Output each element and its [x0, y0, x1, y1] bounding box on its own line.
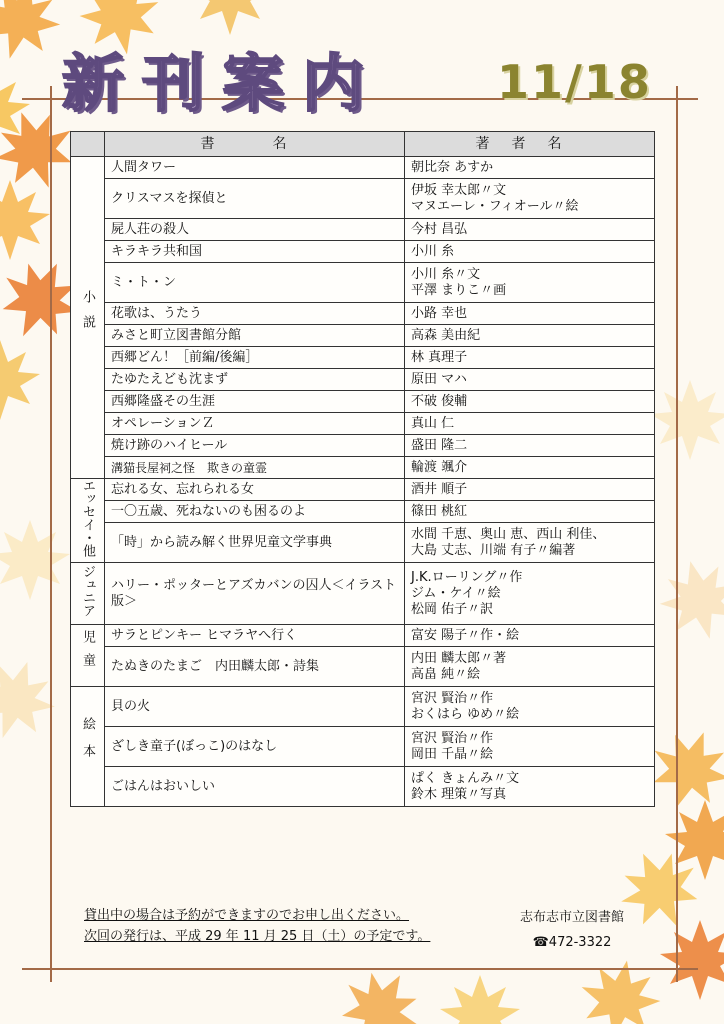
table-row: [71, 563, 655, 625]
book-author: 宮沢 賢治〃作 おくはら ゆめ〃絵: [405, 687, 655, 727]
book-title: 一〇五歳、死ねないのも困るのよ: [105, 501, 405, 523]
table-row: [71, 391, 655, 413]
book-title: たぬきのたまご 内田麟太郎・詩集: [105, 647, 405, 687]
table-row: [71, 413, 655, 435]
reservation-notice: 貸出中の場合は予約ができますのでお申し出ください。: [84, 908, 410, 923]
library-info: [520, 905, 624, 955]
table-row: [71, 303, 655, 325]
table-row: [71, 369, 655, 391]
new-books-table: [70, 131, 655, 807]
header-author: 著者名: [405, 132, 655, 157]
book-author: 小路 幸也: [405, 303, 655, 325]
book-author: 宮沢 賢治〃作 岡田 千晶〃絵: [405, 727, 655, 767]
table-row: [71, 241, 655, 263]
header-book-title: 書 名: [105, 132, 405, 157]
table-row: [71, 325, 655, 347]
table-row: [71, 219, 655, 241]
category-picture-book: 絵本: [71, 687, 105, 807]
book-author: 内田 麟太郎〃著 高畠 純〃絵: [405, 647, 655, 687]
book-title: ごはんはおいしい: [105, 767, 405, 807]
book-author: 酒井 順子: [405, 479, 655, 501]
category-essay: エッセイ・他: [71, 479, 105, 563]
table-row: [71, 157, 655, 179]
book-author: 今村 昌弘: [405, 219, 655, 241]
table-row: [71, 263, 655, 303]
book-title: 人間タワー: [105, 157, 405, 179]
book-author: 水間 千恵、奥山 恵、西山 利佳、 大島 丈志、川端 有子〃編著: [405, 523, 655, 563]
book-title: みさと町立図書館分館: [105, 325, 405, 347]
table-row: [71, 501, 655, 523]
category-novel: 小説: [71, 157, 105, 479]
book-title: キラキラ共和国: [105, 241, 405, 263]
book-author: 林 真理子: [405, 347, 655, 369]
table-row: [71, 457, 655, 479]
book-title: たゆたえども沈まず: [105, 369, 405, 391]
table-row: [71, 625, 655, 647]
table-row: [71, 647, 655, 687]
library-phone: ☎472-3322: [532, 935, 612, 950]
frame-bottom-line: [22, 968, 698, 970]
book-title: 忘れる女、忘れられる女: [105, 479, 405, 501]
book-author: 富安 陽子〃作・絵: [405, 625, 655, 647]
book-title: ミ・ト・ン: [105, 263, 405, 303]
book-author: 篠田 桃紅: [405, 501, 655, 523]
book-author: 朝比奈 あすか: [405, 157, 655, 179]
book-title: ざしき童子(ぼっこ)のはなし: [105, 727, 405, 767]
book-author: 小川 糸〃文 平澤 まりこ〃画: [405, 263, 655, 303]
frame-left-line: [50, 86, 52, 982]
category-children: 児童: [71, 625, 105, 687]
book-author: 盛田 隆二: [405, 435, 655, 457]
book-title: オペレーションＺ: [105, 413, 405, 435]
next-issue-notice: 次回の発行は、平成 29 年 11 月 25 日（土）の予定です。: [84, 929, 431, 944]
book-author: 高森 美由紀: [405, 325, 655, 347]
book-title: 貝の火: [105, 687, 405, 727]
table-row: [71, 727, 655, 767]
book-table-container: [70, 131, 654, 807]
frame-right-line: [676, 86, 678, 982]
table-row: [71, 179, 655, 219]
book-author: ぱく きょんみ〃文 鈴木 理策〃写真: [405, 767, 655, 807]
book-author: 小川 糸: [405, 241, 655, 263]
table-header-row: [71, 132, 655, 157]
table-row: [71, 435, 655, 457]
book-title: 西郷どん！［前編/後編］: [105, 347, 405, 369]
book-title: 花歌は、うたう: [105, 303, 405, 325]
book-title: サラとピンキー ヒマラヤへ行く: [105, 625, 405, 647]
book-title: 西郷隆盛その生涯: [105, 391, 405, 413]
book-title: ハリー・ポッターとアズカバンの囚人＜イラスト版＞: [105, 563, 405, 625]
category-junior: ジュニア: [71, 563, 105, 625]
book-title: 屍人荘の殺人: [105, 219, 405, 241]
library-name: 志布志市立図書館: [520, 910, 625, 925]
book-title: 溝猫長屋祠之怪 欺きの童霊: [105, 457, 405, 479]
book-author: 真山 仁: [405, 413, 655, 435]
book-author: 輪渡 颯介: [405, 457, 655, 479]
book-author: J.K.ローリング〃作 ジム・ケイ〃絵 松岡 佑子〃訳: [405, 563, 655, 625]
book-title: クリスマスを探偵と: [105, 179, 405, 219]
issue-date: 11/18: [497, 55, 652, 109]
book-author: 不破 俊輔: [405, 391, 655, 413]
table-row: [71, 479, 655, 501]
page-title: 新刊案内: [62, 47, 383, 120]
book-title: 焼け跡のハイヒール: [105, 435, 405, 457]
table-row: [71, 523, 655, 563]
book-author: 伊坂 幸太郎〃文 マヌエーレ・フィオール〃絵: [405, 179, 655, 219]
table-row: [71, 687, 655, 727]
book-author: 原田 マハ: [405, 369, 655, 391]
header-category: [71, 132, 105, 157]
table-row: [71, 767, 655, 807]
table-row: [71, 347, 655, 369]
footer-notice: [84, 905, 430, 947]
book-title: 「時」から読み解く世界児童文学事典: [105, 523, 405, 563]
